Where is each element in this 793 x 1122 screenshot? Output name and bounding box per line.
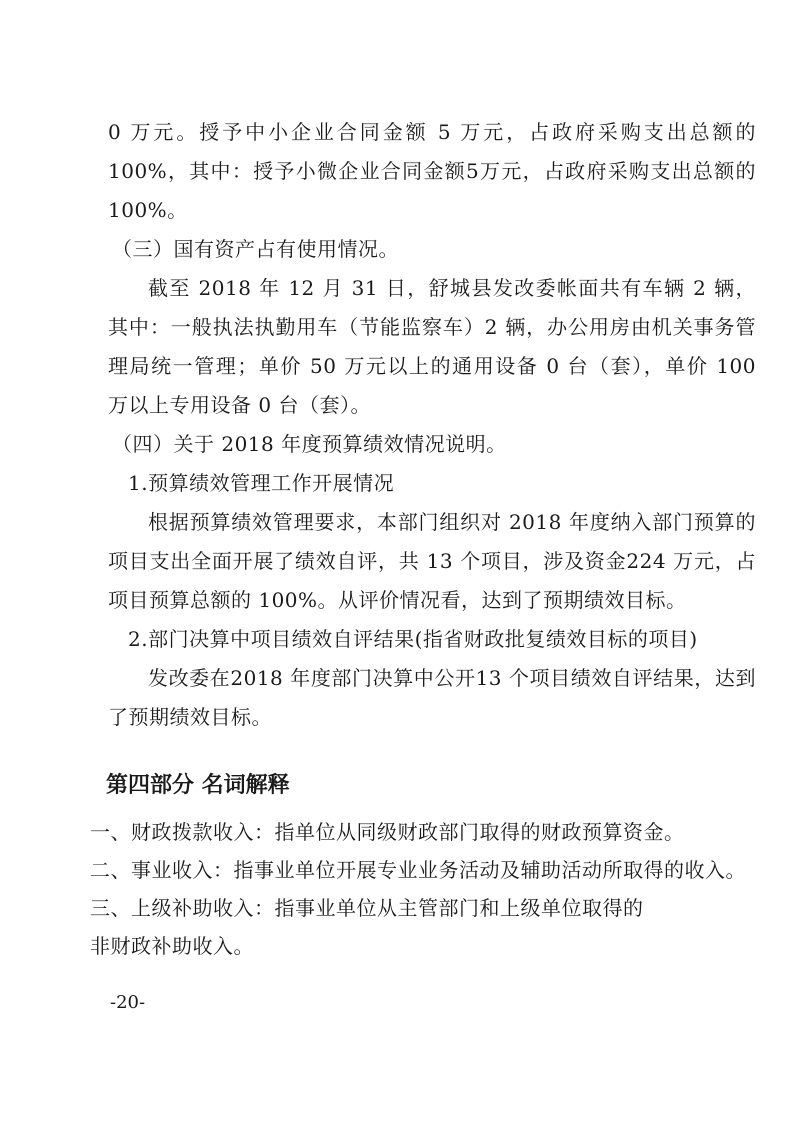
paragraph-line: 发改委在2018 年度部门决算中公开13 个项目绩效自评结果，达到 xyxy=(148,666,756,690)
paragraph-line: 万以上专用设备 0 台（套）。 xyxy=(108,393,371,417)
paragraph-line: 100%，其中：授予小微企业合同金额5万元，占政府采购支出总额的 xyxy=(108,159,756,183)
paragraph-line: 根据预算绩效管理要求，本部门组织对 2018 年度纳入部门预算的 xyxy=(148,510,756,534)
definition-item: 二、事业收入：指事业单位开展专业业务活动及辅助活动所取得的收入。 xyxy=(90,858,746,882)
section-heading-performance: （四）关于 2018 年度预算绩效情况说明。 xyxy=(112,432,507,456)
definition-item: 一、财政拨款收入：指单位从同级财政部门取得的财政预算资金。 xyxy=(90,820,685,844)
paragraph-line: 项目支出全面开展了绩效自评，共 13 个项目，涉及资金224 万元，占 xyxy=(108,549,756,573)
section-heading-assets: （三）国有资产占有使用情况。 xyxy=(112,237,399,261)
paragraph-line: 其中：一般执法执勤用车（节能监察车）2 辆，办公用房由机关事务管 xyxy=(108,315,756,339)
paragraph-line: 100%。 xyxy=(108,198,188,222)
subsection-heading: 2.部门决算中项目绩效自评结果(指省财政批复绩效目标的项目) xyxy=(128,627,698,651)
paragraph-line: 项目预算总额的 100%。从评价情况看，达到了预期绩效目标。 xyxy=(108,588,687,612)
paragraph-line: 理局统一管理；单价 50 万元以上的通用设备 0 台（套），单价 100 xyxy=(108,354,756,378)
paragraph-line: 0 万元。授予中小企业合同金额 5 万元，占政府采购支出总额的 xyxy=(108,120,756,144)
definition-item: 三、上级补助收入：指事业单位从主管部门和上级单位取得的 xyxy=(90,896,644,920)
paragraph-line: 了预期绩效目标。 xyxy=(108,705,272,729)
subsection-heading: 1.预算绩效管理工作开展情况 xyxy=(128,471,395,495)
part-title: 第四部分 名词解释 xyxy=(106,773,290,798)
definition-item: 非财政补助收入。 xyxy=(90,934,254,958)
paragraph-line: 截至 2018 年 12 月 31 日，舒城县发改委帐面共有车辆 2 辆， xyxy=(148,276,756,300)
page-number: -20- xyxy=(110,992,146,1013)
